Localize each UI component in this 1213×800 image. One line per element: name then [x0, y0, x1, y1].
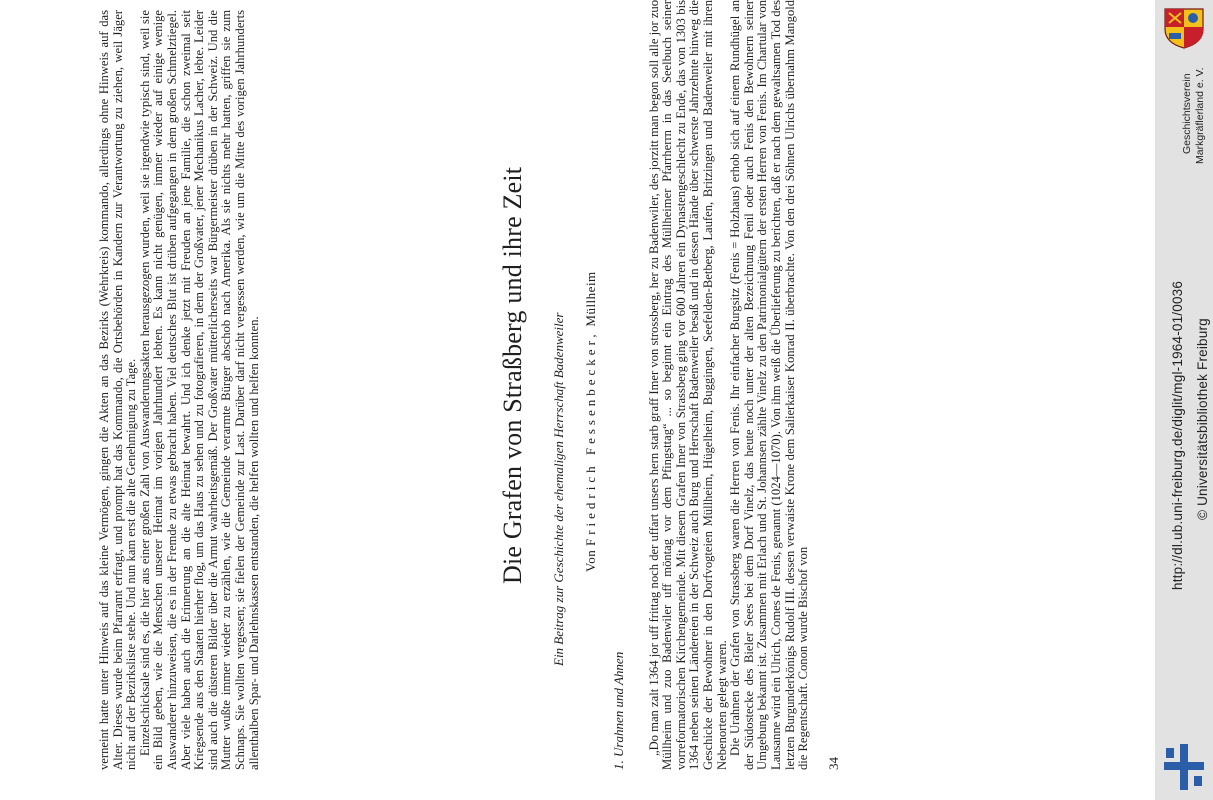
author-prefix: Von: [582, 549, 598, 572]
previous-article-text: [98, 10, 261, 770]
paragraph: „Do man zalt 1364 jor uff frittag noch der uffart unsers hern starb graff Imer von strossberg, her zu Badenwiler, des jorzitt man begon soll alle jor zuo Müllheim und zuo Badenwiler uff möntag vor dem Pfingsttag“ ... so beginnt ein Eintrag des Müllheimer Pfarrherrn in das Seelbuch seiner vorreformatorischen Kirchengemeinde. Mit diesem Grafen Imer von Strassberg ging vor 600 Jahren ein Dynastengeschlecht zu Ende, das von 1303 bis 1364 neben seinen Ländereien in der Schweiz auch Burg und Herrschaft Badenweiler besaß und in dessen Hände über schwerste Jahrzehnte hinweg die Geschicke der Bewohner in den Dorfvogteien Müllheim, Hügelheim, Buggingen, Seefelden-Betberg, Laufen, Britzingen und Badenweiler mit ihren Nebenorten gelegt waren.: [646, 0, 729, 770]
ub-freiburg-logo-icon: [1160, 742, 1208, 792]
article-header: [498, 0, 597, 770]
permalink-url[interactable]: http://dl.ub.uni-freiburg.de/diglit/mgl-1964-01/0036: [1170, 280, 1185, 590]
author-name: Friedrich Fessenbecker,: [582, 330, 598, 547]
society-name-line1: Geschichtsverein: [1181, 73, 1193, 154]
copyright-notice: © Universitätsbibliothek Freiburg: [1195, 318, 1210, 520]
author-place: Müllheim: [582, 271, 598, 327]
paragraph: Die Urahnen der Grafen von Strassberg waren die Herren von Fenis. Ihr einfacher Burgsitz (Fenis = Holzhaus) erhob sich auf einem Rundhügel an der Südostecke des Bieler Sees bei dem Dorf Vinelz, das heute noch unter der alten Bezeichnung Fenil oder auch Fenis den Bewohnern seiner Umgebung bekannt ist. Zusammen mit Erlach und St. Johannsen zählte Vinelz zu den Patrimonialgütern der ersten Herren von Fenis. Im Chartular von Lausanne wird ein Ulrich, Comes de Fenis, genannt (1024—1070). Von ihm weiß die Überlieferung zu berichten, daß er nach dem gewaltsamen Tod des letzten Burgunderkönigs Rudolf III. dessen verwaiste Krone dem Salierkaiser Konrad II. überbrachte. Von den drei Söhnen Ulrichs übernahm Mangold die Regentschaft. Conon wurde Bischof von: [728, 0, 811, 770]
paragraph: verneint hatte unter Hinweis auf das kleine Vermögen, gingen die Akten an das Bezirks (Wehrkreis) kommando, allerdings ohne Hinweis auf das Alter. Dieses wurde beim Pfarramt erfragt, und prompt hat das Kommando, die Ortsbehörden in Kandern zur Verantwortung zu ziehen, weil Jäger nicht auf der Bezirksliste stehe. Und nun kam erst die alte Genehmigung zu Tage.: [97, 10, 139, 770]
section-heading: 1. Urahnen und Ahnen: [611, 651, 626, 770]
article-title: Die Grafen von Straßberg und ihre Zeit: [498, 166, 527, 584]
page-number: 34: [825, 757, 841, 770]
rotated-page-content: [90, 0, 690, 770]
paragraph: Einzelschicksale sind es, die hier aus einer großen Zahl von Auswanderungsakten herausgezogen wurden, weil sie irgendwie typisch sind, weil sie ein Bild geben, wie die Menschen unserer Heimat im vorigen Jahrhundert lebten. Es kann nicht genügen, immer wieder auf einige wenige Auswanderer hinzuweisen, die es in der Fremde zu etwas gebracht haben. Viel deutsches Blut ist drüben aufgegangen in dem großen Schmelztiegel. Aber viele haben auch die Erinnerung an die alte Heimat bewahrt. Und ich denke jetzt mit Freuden an jene Familie, die schon zweimal seit Kriegsende aus den Staaten hierher flog, um das Haus zu sehen und zu fotografieren, in dem der Großvater, jener Mechanikus Lacher, lebte. Leider sind auch die düsteren Bilder über die Armut wahrheitsgemäß. Der Großvater mütterlicherseits war Bürgermeister drüben in der Schweiz. Und die Mutter wußte immer wieder zu erzählen, wie die Gemeinde verarmte Bürger abschob nach Amerika. Als sie nichts mehr hatten, griffen sie zum Schnaps. Sie wollten vergessen; sie fielen der Gemeinde zur Last. Darüber darf nicht vergessen werden, wie um die Mitte des vorigen Jahrhunderts allenthalben Spar- und Darlehnskassen entstanden, die helfen wollten und helfen konnten.: [137, 10, 261, 770]
author-line: [584, 0, 598, 770]
article-body: [612, 0, 1052, 770]
article-subtitle: Ein Beitrag zur Geschichte der ehemaligen Herrschaft Badenweiler: [551, 312, 566, 666]
society-name-line2: Markgräflerland e. V.: [1194, 67, 1206, 164]
coat-of-arms-icon: [1161, 7, 1207, 49]
